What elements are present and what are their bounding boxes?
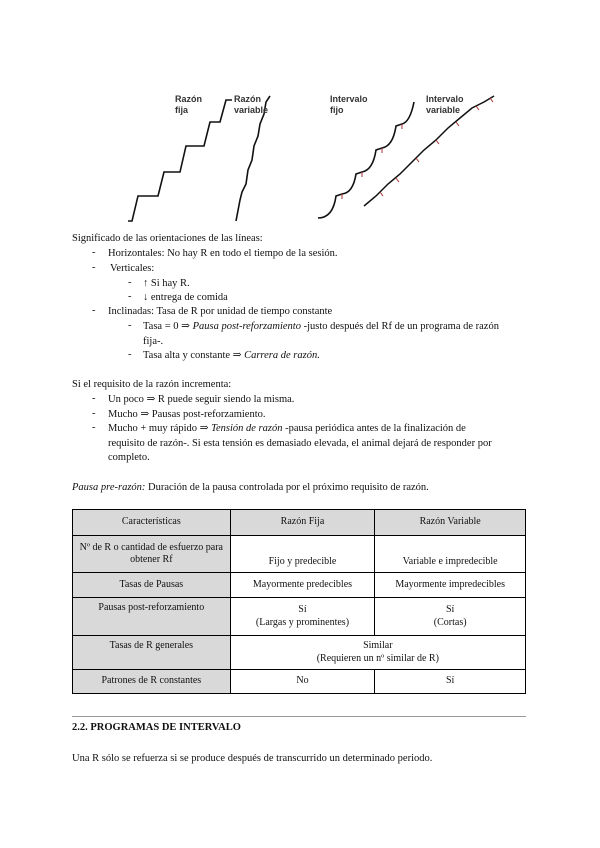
section-heading: 2.2. PROGRAMAS DE INTERVALO [72,722,241,733]
tasa-cero-cont: -justo después del Rf de un programa de razón [300,321,499,332]
table-row [73,573,526,598]
label-intervalo-fijo-1: Intervalo [330,94,368,104]
cell-line: Sí [445,604,455,615]
table-row [73,636,526,670]
table-cell: Fijo y predecible [230,536,375,573]
fixed-ratio-curve [128,100,232,221]
bullet-dash: - [92,305,96,316]
row-label-cell: Patrones de R constantes [73,670,231,694]
cell-line: Similar [363,640,393,651]
bullet-dash: - [92,262,96,273]
tension-razon-term: Tensión de razón [211,423,283,434]
horizontales-item: Horizontales: No hay R en todo el tiempo de la sesión. [108,248,338,259]
cell-line: (Requieren un nº similar de R) [316,652,439,664]
table-cell: Variable e impredecible [375,536,526,573]
table-cell: Mayormente predecibles [230,573,375,598]
mucho-rapido-end: completo. [108,452,150,464]
label-intervalo-variable-1: Intervalo [426,94,464,104]
cumulative-records-figure [118,88,518,228]
table-cell: Sí [375,670,526,694]
inclinadas-item: Inclinadas: Tasa de R por unidad de tiempo constante [108,306,333,317]
bullet-dash: - [128,277,132,288]
mucho-rapido-cont: -pausa periódica antes de la finalización de [282,423,466,434]
label-razon-fija-2: fija [175,105,189,115]
mucho-rapido-item [108,422,527,466]
tasa-alta-text: Tasa alta y constante ⇒ [143,350,245,361]
header-cell: Razón Variable [375,510,526,536]
cell-line: Sí [298,604,307,615]
label-intervalo-fijo-2: fijo [330,105,344,115]
label-intervalo-variable-2: variable [426,105,461,115]
orientations-intro: Significado de las orientaciones de las líneas: [72,233,263,244]
row-label-cell: Pausas post-reforzamiento [73,598,231,636]
row-label-cell: Tasas de Pausas [73,573,231,598]
table-row [73,536,526,573]
mucho-rapido-text: Mucho + muy rápido ⇒ [108,423,212,434]
cell-line: (Largas y prominentes) [255,616,350,628]
pausa-pre-razon-text: Duración de la pausa controlada por el próximo requisito de razón. [145,482,429,493]
bullet-dash: - [92,422,96,433]
bullet-dash: - [128,349,132,360]
tasa-cero-item [143,320,527,349]
bullet-dash: - [128,320,132,331]
vertical-up-item: ↑ Si hay R. [143,278,190,289]
table-header-row [73,510,526,536]
cell-line: (Cortas) [433,616,467,628]
table-cell: No [230,670,375,694]
header-cell: Características [73,510,231,536]
fixed-interval-curve [318,102,414,218]
table-row [73,598,526,636]
header-cell: Razón Fija [230,510,375,536]
mucho-item: Mucho ⇒ Pausas post-reforzamiento. [108,409,266,420]
un-poco-item: Un poco ⇒ R puede seguir siendo la misma. [108,394,295,405]
verticales-item: Verticales: [110,263,155,274]
intervalo-definition: Una R sólo se refuerza si se produce después de transcurrido un determinado periodo. [72,753,433,764]
tasa-cero-end: fija-. [143,335,164,347]
table-cell [375,598,526,636]
requisito-intro: Si el requisito de la razón incrementa: [72,379,232,390]
pausa-pre-razon-term: Pausa pre-razón: [72,482,146,493]
row-label-cell: Tasas de R generales [73,636,231,670]
section-divider [72,716,526,717]
row-label-cell: Nº de R o cantidad de esfuerzo para obtener Rf [73,536,231,573]
table-cell: Mayormente impredecibles [375,573,526,598]
bullet-dash: - [92,393,96,404]
tasa-alta-item [143,349,320,364]
bullet-dash: - [92,408,96,419]
label-razon-variable-2: variable [234,105,269,115]
bullet-dash: - [92,247,96,258]
mucho-rapido-cont2: requisito de razón-. Si esta tensión es demasiado elevada, el animal dejará de responder por [108,437,492,449]
tasa-cero-text: Tasa = 0 ⇒ [143,321,193,332]
table-cell-merged [230,636,525,670]
table-cell [230,598,375,636]
label-razon-variable-1: Razón [234,94,261,104]
carrera-razon-term: Carrera de razón. [244,350,320,361]
vertical-down-item: ↓ entrega de comida [143,292,228,303]
label-razon-fija-1: Razón [175,94,202,104]
pausa-pre-razon-definition [72,481,429,496]
pausa-post-term: Pausa post-reforzamiento [192,321,301,332]
bullet-dash: - [128,291,132,302]
comparison-table [72,509,526,694]
table-row [73,670,526,694]
